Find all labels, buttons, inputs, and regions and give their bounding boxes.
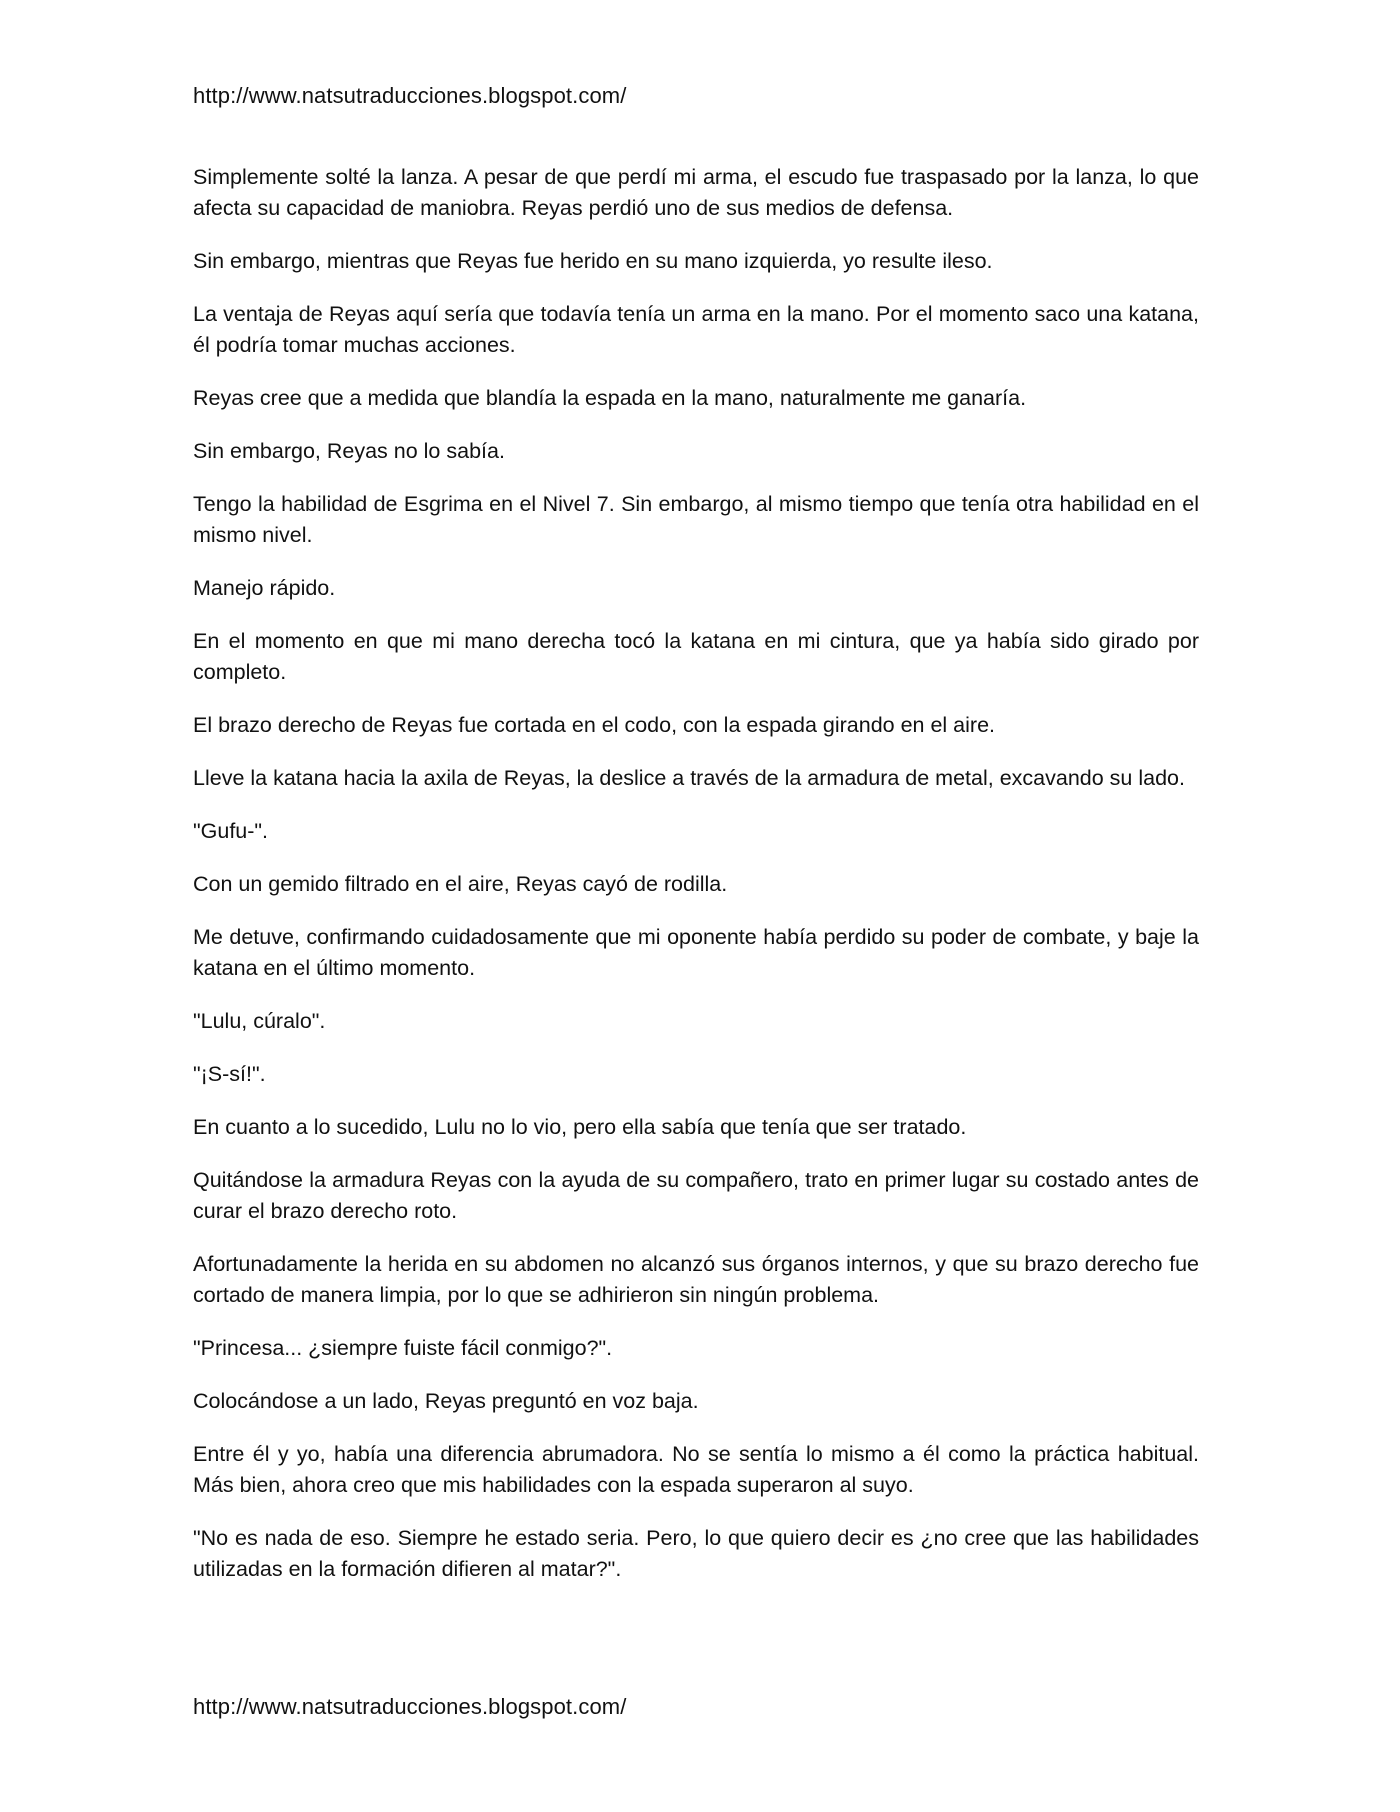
paragraph: "Gufu-". (193, 819, 269, 843)
paragraph: Sin embargo, mientras que Reyas fue herido en su mano izquierda, yo resulte ileso. (193, 249, 993, 273)
header-url: http://www.natsutraducciones.blogspot.com/ (193, 83, 627, 108)
paragraph: Tengo la habilidad de Esgrima en el Nivel 7. Sin embargo, al mismo tiempo que tenía otra habilidad en el mismo nivel. (193, 492, 1199, 547)
paragraph: Colocándose a un lado, Reyas preguntó en voz baja. (193, 1389, 699, 1413)
paragraph: Afortunadamente la herida en su abdomen no alcanzó sus órganos internos, y que su brazo derecho fue cortado de manera limpia, por lo que se adhirieron sin ningún problema. (193, 1252, 1199, 1307)
document-body (193, 162, 1199, 1607)
paragraph: Quitándose la armadura Reyas con la ayuda de su compañero, trato en primer lugar su costado antes de curar el brazo derecho roto. (193, 1168, 1199, 1223)
paragraph: En cuanto a lo sucedido, Lulu no lo vio, pero ella sabía que tenía que ser tratado. (193, 1115, 967, 1139)
footer-url: http://www.natsutraducciones.blogspot.com/ (193, 1694, 627, 1719)
paragraph: "Lulu, cúralo". (193, 1009, 326, 1033)
paragraph: Me detuve, confirmando cuidadosamente que mi oponente había perdido su poder de combate, y baje la katana en el último momento. (193, 925, 1199, 980)
paragraph: Entre él y yo, había una diferencia abrumadora. No se sentía lo mismo a él como la práctica habitual. Más bien, ahora creo que mis habilidades con la espada superaron al suyo. (193, 1442, 1199, 1497)
paragraph: La ventaja de Reyas aquí sería que todavía tenía un arma en la mano. Por el momento saco una katana, él podría tomar muchas acciones. (193, 302, 1199, 357)
paragraph: Manejo rápido. (193, 576, 336, 600)
paragraph: Lleve la katana hacia la axila de Reyas, la deslice a través de la armadura de metal, excavando su lado. (193, 766, 1185, 790)
paragraph: Reyas cree que a medida que blandía la espada en la mano, naturalmente me ganaría. (193, 386, 1027, 410)
paragraph: "¡S-sí!". (193, 1062, 266, 1086)
paragraph: "No es nada de eso. Siempre he estado seria. Pero, lo que quiero decir es ¿no cree que las habilidades utilizadas en la formación difieren al matar?". (193, 1526, 1199, 1581)
paragraph: El brazo derecho de Reyas fue cortada en el codo, con la espada girando en el aire. (193, 713, 995, 737)
paragraph: "Princesa... ¿siempre fuiste fácil conmigo?". (193, 1336, 613, 1360)
paragraph: Sin embargo, Reyas no lo sabía. (193, 439, 505, 463)
paragraph: En el momento en que mi mano derecha tocó la katana en mi cintura, que ya había sido girado por completo. (193, 629, 1199, 684)
paragraph: Con un gemido filtrado en el aire, Reyas cayó de rodilla. (193, 872, 728, 896)
paragraph: Simplemente solté la lanza. A pesar de que perdí mi arma, el escudo fue traspasado por la lanza, lo que afecta su capacidad de maniobra. Reyas perdió uno de sus medios de defensa. (193, 165, 1199, 220)
